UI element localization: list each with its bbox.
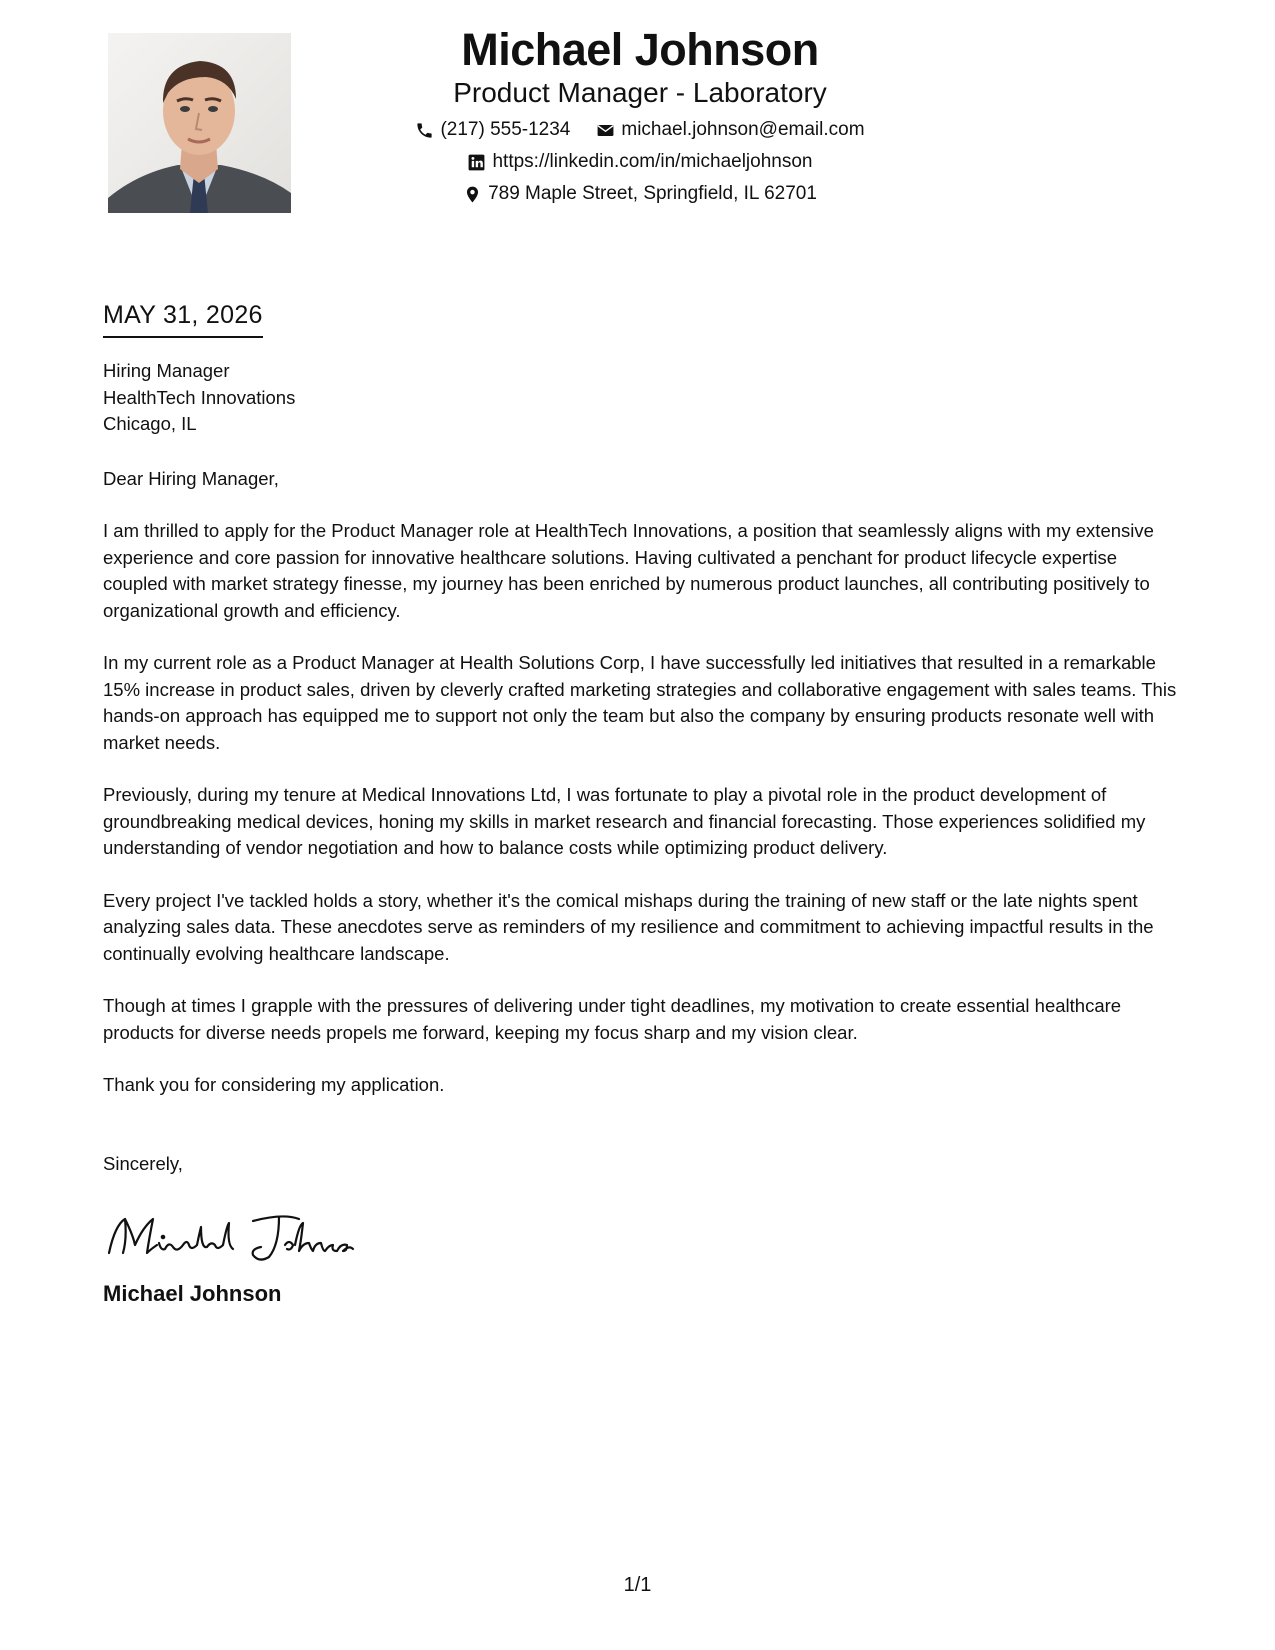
body-paragraph: Previously, during my tenure at Medical Innovations Ltd, I was fortunate to play a pivotal role in the product development of groundbreaking medical devices, honing my skills in market research and financial forecasting. Those experiences solidified my understanding of vendor negotiation and how to balance costs while optimizing product delivery. bbox=[103, 784, 1146, 858]
contact-line-phone-email bbox=[330, 118, 950, 142]
profile-photo bbox=[108, 33, 291, 213]
recipient-name: Hiring Manager bbox=[103, 360, 230, 381]
body-paragraph: Though at times I grapple with the pressures of delivering under tight deadlines, my motivation to create essential healthcare products for diverse needs propels me forward, keeping my focus sharp and my vision clear. bbox=[103, 995, 1122, 1043]
applicant-title: Product Manager - Laboratory bbox=[453, 77, 827, 108]
body-paragraph: In my current role as a Product Manager at Health Solutions Corp, I have successfully led initiatives that resulted in a remarkable 15% increase in product sales, driven by cleverly crafted marketing strategies and collaborative engagement with sales teams. This hands-on approach has equipped me to support not only the team but also the company by ensuring products resonate well with market needs. bbox=[103, 652, 1177, 753]
page-number: 1/1 bbox=[623, 1574, 652, 1596]
closing-line: Thank you for considering my application. bbox=[103, 1074, 445, 1095]
letter-body bbox=[103, 298, 1178, 1308]
contact-line-linkedin bbox=[330, 150, 950, 174]
phone-number[interactable]: (217) 555-1234 bbox=[440, 119, 571, 140]
linkedin-icon bbox=[467, 153, 486, 172]
letter-header bbox=[330, 22, 950, 206]
applicant-name: Michael Johnson bbox=[461, 24, 819, 75]
contact-line-address bbox=[330, 182, 950, 206]
linkedin-url[interactable]: https://linkedin.com/in/michaeljohnson bbox=[492, 151, 813, 172]
signoff: Sincerely, bbox=[103, 1152, 183, 1174]
phone-icon bbox=[415, 121, 434, 140]
map-pin-icon bbox=[463, 185, 482, 204]
recipient-company: HealthTech Innovations bbox=[103, 386, 296, 408]
recipient-location: Chicago, IL bbox=[103, 413, 197, 434]
handwritten-signature bbox=[103, 1205, 1178, 1265]
salutation: Dear Hiring Manager, bbox=[103, 467, 279, 489]
email-address[interactable]: michael.johnson@email.com bbox=[621, 119, 865, 140]
body-paragraph: Every project I've tackled holds a story, whether it's the comical mishaps during the training of new staff or the late nights spent analyzing sales data. These anecdotes serve as reminders of my resilience and commitment to achieving impactful results in the continually evolving healthcare landscape. bbox=[103, 889, 1154, 964]
street-address: 789 Maple Street, Springfield, IL 62701 bbox=[488, 183, 817, 204]
signer-name: Michael Johnson bbox=[103, 1281, 282, 1306]
recipient-block bbox=[103, 358, 1178, 438]
body-paragraph: I am thrilled to apply for the Product Manager role at HealthTech Innovations, a position that seamlessly aligns with my extensive experience and core passion for innovative healthcare solutions. Having cultivated a penchant for product lifecycle expertise coupled with market strategy finesse, my journey has been enriched by numerous product launches, all contributing positively to organizational growth and efficiency. bbox=[103, 520, 1154, 621]
letter-date: MAY 31, 2026 bbox=[103, 298, 263, 338]
envelope-icon bbox=[596, 121, 615, 140]
